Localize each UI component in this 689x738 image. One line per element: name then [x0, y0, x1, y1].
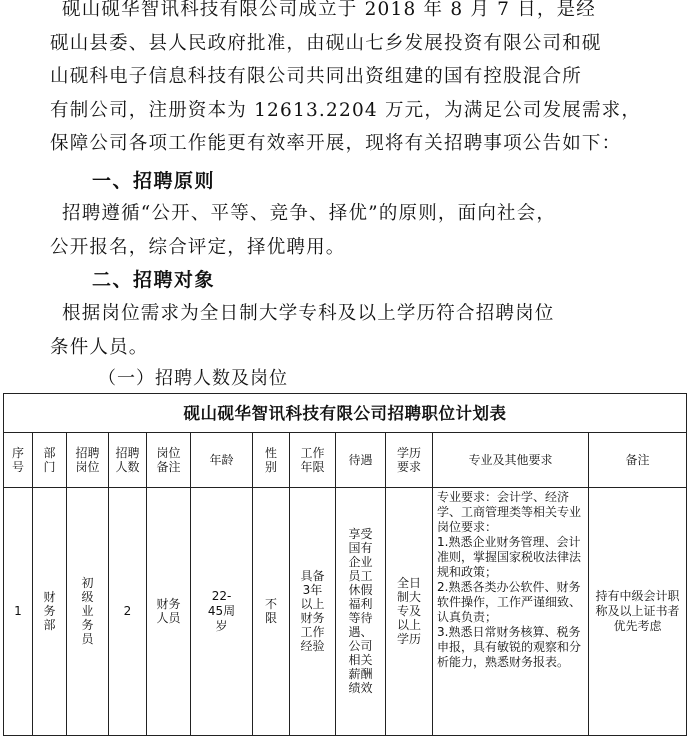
cell-position: 初级业务员 — [67, 488, 109, 736]
cell-count: 2 — [109, 488, 147, 736]
intro-line: 有制公司，注册资本为 12613.2204 万元，为满足公司发展需求， — [50, 99, 642, 121]
intro-line: 山砚科电子信息科技有限公司共同出资组建的国有控股混合所 — [50, 66, 582, 87]
table-header-row — [4, 433, 687, 488]
header-benefits: 待遇 — [336, 433, 386, 488]
header-seq: 序号 — [4, 433, 33, 488]
requirement-line: 3.熟悉日常财务核算、税务申报，具有敏锐的观察和分析能力，熟悉财务报表。 — [437, 625, 582, 669]
cell-remarks: 持有中级会计职称及以上证书者优先考虑 — [589, 488, 687, 736]
header-dept: 部门 — [33, 433, 67, 488]
sub-heading: （一）招聘人数及岗位 — [98, 368, 288, 389]
section2-line: 条件人员。 — [50, 336, 149, 358]
intro-paragraph — [0, 0, 689, 161]
cell-education: 全日制大专及以上学历 — [386, 488, 433, 736]
cell-gender: 不限 — [253, 488, 290, 736]
section1-line: 招聘遵循“公开、平等、竞争、择优”的原则，面向社会， — [62, 203, 557, 224]
intro-line: 保障公司各项工作能更有效率开展，现将有关招聘事项公告如下： — [50, 133, 622, 154]
section1-line: 公开报名，综合评定，择优聘用。 — [50, 236, 346, 258]
section2-paragraph — [0, 297, 689, 364]
intro-line: 砚山砚华智讯科技有限公司成立于 2018 年 8 月 7 日，是经 — [62, 0, 597, 20]
header-remarks: 备注 — [589, 433, 687, 488]
section1-paragraph — [0, 197, 689, 264]
header-position: 招聘岗位 — [67, 433, 109, 488]
section2-heading: 二、招聘对象 — [92, 269, 216, 291]
recruitment-plan-table — [3, 393, 687, 736]
header-count: 招聘人数 — [109, 433, 147, 488]
cell-seq: 1 — [4, 488, 33, 736]
section2-line: 根据岗位需求为全日制大学专科及以上学历符合招聘岗位 — [62, 303, 555, 324]
cell-requirements — [433, 488, 589, 736]
cell-experience: 具备3年以上财务工作经验 — [290, 488, 336, 736]
table-title: 砚山砚华智讯科技有限公司招聘职位计划表 — [4, 394, 687, 433]
requirement-line: 1.熟悉企业财务管理、会计准则，掌握国家税收法律法规和政策； — [437, 535, 582, 579]
table-row — [4, 488, 687, 736]
header-requirements: 专业及其他要求 — [433, 433, 589, 488]
intro-line: 砚山县委、县人民政府批准，由砚山七乡发展投资有限公司和砚 — [50, 32, 602, 54]
cell-post-note: 财务人员 — [147, 488, 191, 736]
cell-dept: 财务部 — [33, 488, 67, 736]
requirement-line: 2.熟悉各类办公软件、财务软件操作，工作严谨细致、认真负责； — [437, 580, 582, 624]
header-gender: 性别 — [253, 433, 290, 488]
header-post-note: 岗位备注 — [147, 433, 191, 488]
requirement-line: 岗位要求： — [437, 520, 498, 534]
header-experience: 工作年限 — [290, 433, 336, 488]
cell-age: 22-45周岁 — [191, 488, 253, 736]
header-age: 年龄 — [191, 433, 253, 488]
requirement-line: 专业要求：会计学、经济学、工商管理类等相关专业 — [437, 490, 582, 519]
cell-benefits: 享受国有企业员工休假福利等待遇、公司相关薪酬绩效 — [336, 488, 386, 736]
section1-heading: 一、招聘原则 — [92, 170, 216, 192]
header-education: 学历要求 — [386, 433, 433, 488]
